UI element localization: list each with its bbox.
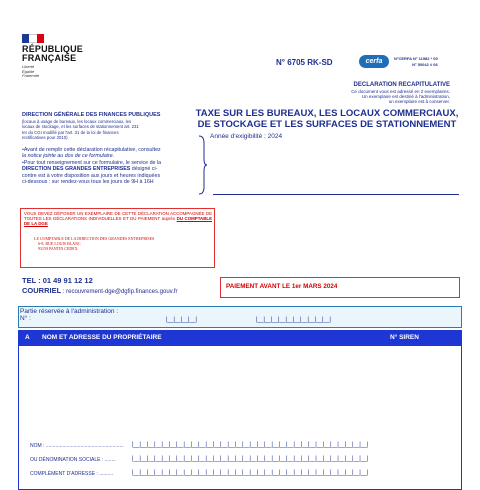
admin-number-boxes-1[interactable]: |__|__|__|__| <box>166 317 197 323</box>
dgfip-note-3: ter du CGI modifié par l'art. 31 de la loi de finances <box>22 129 119 135</box>
denomination-field[interactable]: |__|__|__|__|__|__|__|__|__|__|__|__|__|__|__|__|__|__|__|__|__|__|__|__|__|__|__|__|__|__|__|__| <box>132 456 368 462</box>
denomination-field-label: OU DÉNOMINATION SOCIALE : ........ <box>30 457 116 463</box>
cerfa-number-2: N° 50042 # 06 <box>412 62 438 67</box>
dge-accountant-link: DU COMPTABLE DE LA DGE <box>24 216 213 227</box>
republique-logo <box>22 45 83 63</box>
admin-label-2: N° : <box>20 315 31 322</box>
cerfa-number <box>394 56 438 68</box>
admin-label-1: Partie réservée à l'administration : <box>20 308 119 315</box>
tel <box>22 276 93 285</box>
motto-3: Fraternité <box>22 73 40 79</box>
admin-number-boxes-2[interactable]: |__|__|__|__|__|__|__|__|__|__| <box>256 317 331 323</box>
recap-note-2: Un exemplaire est destiné à l'administration, <box>361 94 450 100</box>
form-number: N° 6705 RK-SD <box>276 58 333 67</box>
dgfip-note-4: rectificatives pour 2010) <box>22 134 68 140</box>
cerfa-number-1: N°CERFA N° 11982 * 09 <box>394 56 438 61</box>
instruction-2: la notice jointe au dos de ce formulaire. <box>22 153 115 160</box>
dgfip-note-1: (locaux à usage de bureaux, les locaux commerciaux, les <box>22 119 132 124</box>
logo-line-1: RÉPUBLIQUE <box>22 44 84 54</box>
instructions <box>22 147 200 185</box>
recap-note-3: un exemplaire est à conserver. <box>388 99 450 105</box>
year-label: Année d'exigibilité : 2024 <box>210 133 283 140</box>
instruction-1: •Avant de remplir cette déclaration récapitulative, consultez <box>22 147 161 153</box>
instruction-6: ci-dessous : sur rendez-vous tous les jours de 9H à 16H <box>22 179 154 186</box>
complement-field-label: COMPLÉMENT D'ADRESSE : .......... <box>30 471 114 477</box>
signature-line <box>213 194 459 195</box>
cerfa-logo: cerfa <box>359 55 389 68</box>
main-title-1: TAXE SUR LES BUREAUX, LES LOCAUX COMMERCIAUX, <box>195 108 459 119</box>
flag-icon <box>22 34 44 43</box>
siren-label: N° SIREN <box>390 334 419 341</box>
instruction-5: contre est à votre disposition aux jours et heures indiquées <box>22 172 161 179</box>
deposit-notice-text <box>24 211 212 227</box>
admin-reserved-label <box>20 308 118 322</box>
tel-value: 01 49 91 12 12 <box>42 276 93 285</box>
dge-address-3: 93159 PANTIN CEDEX <box>38 246 78 251</box>
motto <box>22 65 39 79</box>
courriel-label: COURRIEL <box>22 286 62 295</box>
dge-name: DIRECTION DES GRANDES ENTREPRISES <box>22 166 131 173</box>
section-letter: A <box>25 334 30 341</box>
instruction-4b: désigné ci- <box>130 166 158 173</box>
nom-field[interactable]: |__|__|__|__|__|__|__|__|__|__|__|__|__|__|__|__|__|__|__|__|__|__|__|__|__|__|__|__|__|__|__|__| <box>132 442 368 448</box>
recap-note-1: Ce document vous est adressé en 2 exemplaires. <box>351 89 450 94</box>
tel-label: TEL : <box>22 276 43 285</box>
nom-field-label: NOM : ........................................................ <box>30 443 124 449</box>
deposit-notice-main: VOUS DEVEZ DÉPOSER UN EXEMPLAIRE DE CETTE DÉCLARATION ACCOMPAGNÉE DE TOUTES LES DÉCLARATIONS INDIVIDUELLES ET DU PAIEMENT auprès <box>24 211 212 222</box>
dge-address-1: LE COMPTABLE DE LA DIRECTION DES GRANDES ENTREPRISES <box>34 236 155 241</box>
proprietaire-section <box>18 330 462 490</box>
proprietaire-title: NOM ET ADRESSE DU PROPRIÉTAIRE <box>42 334 162 341</box>
motto-1: Liberté <box>22 64 35 69</box>
payment-deadline: PAIEMENT AVANT LE 1er MARS 2024 <box>226 283 338 290</box>
brace-icon <box>198 135 208 195</box>
recap-notes <box>300 89 450 105</box>
dgfip-notes <box>22 119 192 140</box>
courriel-value: : recouvrement-dge@dgfip.finances.gouv.fr <box>61 289 178 295</box>
motto-2: Égalité <box>22 68 35 74</box>
main-title <box>192 108 462 130</box>
main-title-2: DE STOCKAGE ET LES SURFACES DE STATIONNEMENT <box>197 119 457 130</box>
dge-address <box>34 236 154 251</box>
logo-line-2: FRANÇAISE <box>22 53 77 63</box>
dgfip-note-2: locaux de stockage, et les surfaces de stationnement art. 231 <box>22 124 139 130</box>
courriel <box>22 286 178 295</box>
recap-title: DECLARATION RECAPITULATIVE <box>353 82 450 88</box>
instruction-3: •Pour tout renseignement sur ce formulaire, le service de la <box>22 159 162 166</box>
dgfip-title: DIRECTION GÉNÉRALE DES FINANCES PUBLIQUES <box>22 112 161 118</box>
dge-address-2: 6-8, RUE LOUIS BLANC <box>38 241 81 246</box>
complement-field[interactable]: |__|__|__|__|__|__|__|__|__|__|__|__|__|__|__|__|__|__|__|__|__|__|__|__|__|__|__|__|__|__|__|__| <box>132 470 368 476</box>
